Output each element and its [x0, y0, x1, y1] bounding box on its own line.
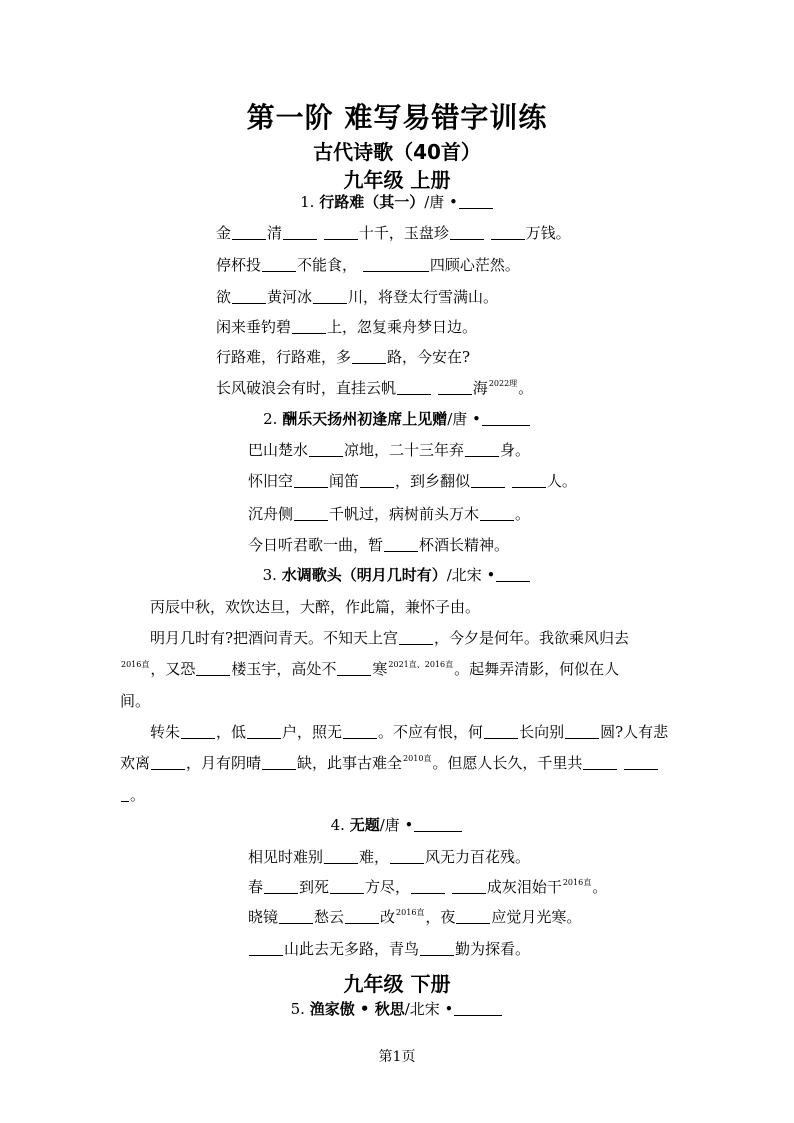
- verse-line: 晓镜 愁云 改$^{2016直}$，夜 应觉月光寒。: [248, 908, 582, 926]
- exam-note: 2016直: [396, 908, 425, 917]
- poem-author: /唐 •: [447, 410, 481, 428]
- blank: [482, 410, 530, 426]
- exam-note: 2016直: [121, 660, 150, 669]
- blank: [414, 816, 462, 832]
- verse-line: 巴山楚水 凉地，二十三年弃 身。: [248, 441, 531, 459]
- poem-name: 行路难（其一）: [319, 193, 425, 211]
- verse-line: 欢离 ，月有阴晴 缺，此事古难全$^{2010直}$。但愿人长久，千里共: [120, 752, 659, 773]
- verse-line: 间。: [120, 692, 151, 710]
- verse-line: 金 清 十千，玉盘珍 万钱。: [216, 224, 571, 242]
- verse-line: 停杯投 不能食， 四顾心茫然。: [216, 256, 520, 274]
- page-title: 第一阶 难写易错字训练: [246, 101, 548, 134]
- verse-line: 转朱 ，低 户，照无 。不应有恨，何 长向别 圆?人有悲: [150, 723, 669, 741]
- poem-title: 4. 无题/唐 •: [0, 814, 794, 835]
- exam-note: 2016直: [562, 878, 592, 887]
- grade-heading-lower: 九年级 下册: [343, 972, 451, 996]
- poem-author: /北宋 •: [404, 1000, 454, 1018]
- poem-name: 渔家傲 • 秋思: [309, 1000, 405, 1018]
- verse-line: 今日听君歌一曲，暂 杯酒长精神。: [248, 536, 510, 554]
- verse-line: 行路难，行路难，多 路，今安在?: [216, 348, 471, 366]
- blank: [496, 566, 530, 582]
- verse-line: 闲来垂钓碧 上，忽复乘舟梦日边。: [216, 318, 478, 336]
- verse-line: 相见时难别 难， 风无力百花残。: [248, 848, 531, 866]
- poem-title: 2. 酬乐天扬州初逢席上见赠/唐 •: [0, 408, 794, 429]
- verse-line: 长风破浪会有时，直挂云帆 海$^{2022理}$。: [216, 379, 534, 397]
- poem-name: 无题: [349, 816, 380, 834]
- preface-line: 丙辰中秋，欢饮达旦，大醉，作此篇，兼怀子由。: [150, 598, 481, 616]
- verse-line: 。: [120, 784, 145, 805]
- exam-note: 2022理: [488, 379, 518, 388]
- poem-name: 酬乐天扬州初逢席上见赠: [282, 410, 448, 428]
- poem-name: 水调歌头（明月几时有）: [281, 566, 447, 584]
- blank: [459, 193, 493, 209]
- verse-line: 春 到死 方尽， 成灰泪始干$^{2016直}$。: [248, 878, 608, 896]
- exam-note: 2021直、2016直: [388, 660, 454, 669]
- verse-line: 明月几时有?把酒问青天。不知天上宫 ，今夕是何年。我欲乘风归去: [150, 629, 630, 647]
- poem-author: /唐 •: [424, 193, 458, 211]
- poem-title: 1. 行路难（其一）/唐 •: [0, 191, 794, 212]
- page-number: 第1页: [378, 1049, 416, 1065]
- blank: [454, 1000, 502, 1016]
- verse-line: 怀旧空 闻笛 ，到乡翻似 人。: [248, 472, 577, 490]
- verse-line: $^{2016直}$，又恐 楼玉宇，高处不 寒$^{2021直、2016直}$。起舞弄清影，何似在人: [121, 660, 620, 678]
- grade-heading-upper: 九年级 上册: [343, 168, 451, 192]
- page-subtitle: 古代诗歌（40首）: [313, 140, 481, 164]
- poem-title: 3. 水调歌头（明月几时有）/北宋 •: [0, 564, 794, 585]
- poem-author: /唐 •: [379, 816, 414, 834]
- verse-line: 沉舟侧 千帆过，病树前头万木 。: [248, 505, 531, 523]
- exam-note: 2010直: [403, 754, 432, 763]
- verse-line: 山此去无多路，青鸟 勤为探看。: [248, 938, 530, 959]
- verse-line: 欲 黄河冰 川，将登太行雪满山。: [216, 288, 499, 306]
- poem-title: 5. 渔家傲 • 秋思/北宋 •: [0, 998, 794, 1019]
- poem-author: /北宋 •: [446, 566, 496, 584]
